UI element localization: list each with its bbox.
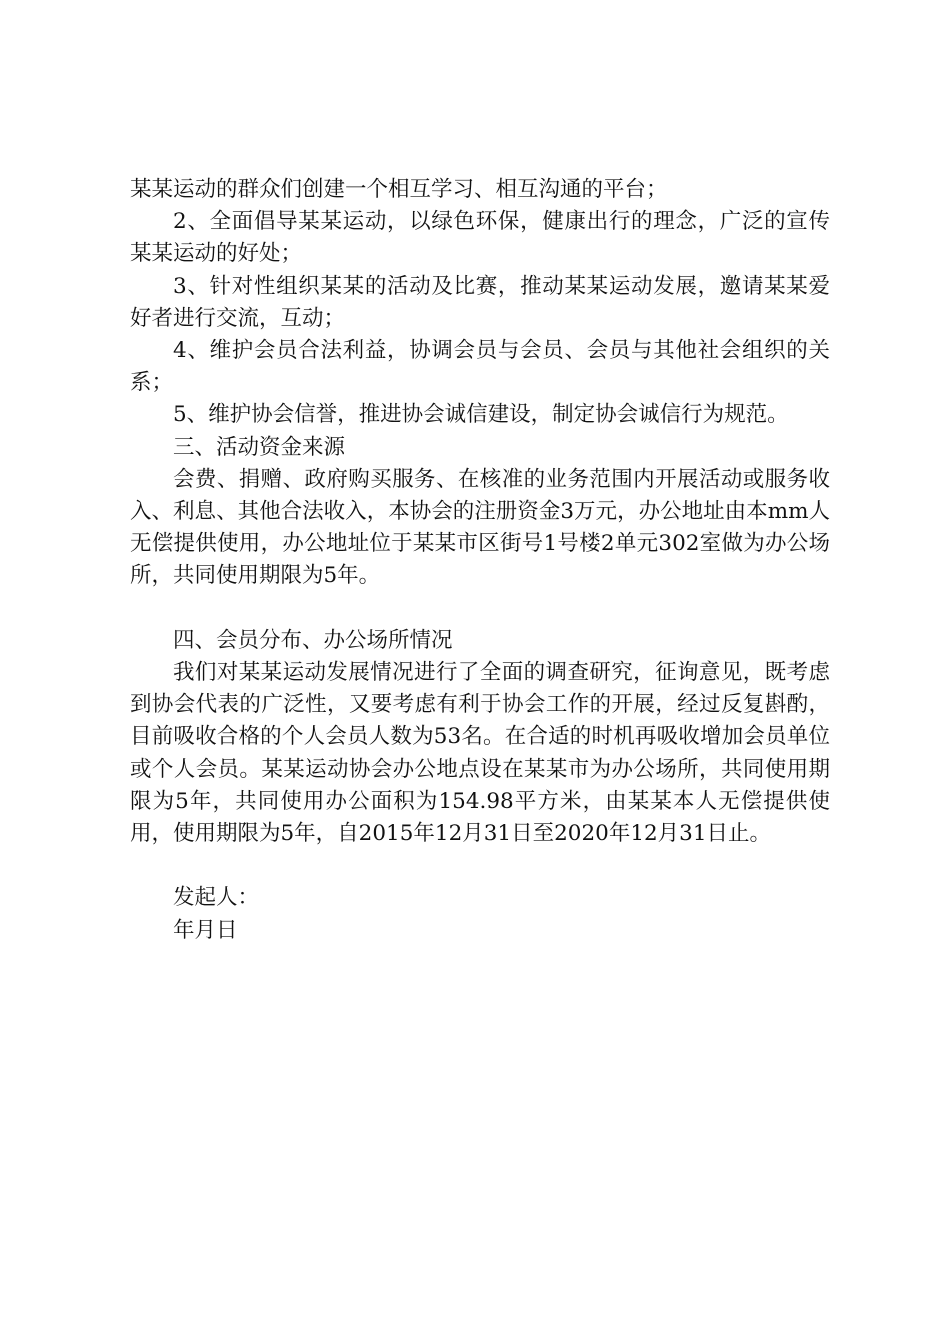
paragraph-members: 我们对某某运动发展情况进行了全面的调查研究，征询意见，既考虑到协会代表的广泛性，又要考虑有利于协会工作的开展，经过反复斟酌，目前吸收合格的个人会员人数为53名。在合适的时机再吸收增加会员单位或个人会员。某某运动协会办公地点设在某某市为办公场所，共同使用期限为5年，共同使用办公面积为154.98平方米，由某某本人无偿提供使用，使用期限为5年，自2015年12月31日至2020年12月31日止。 (130, 660, 830, 847)
signature-date: 年月日 (173, 917, 238, 943)
paragraph-funding: 会费、捐赠、政府购买服务、在核准的业务范围内开展活动或服务收入、利息、其他合法收入，本协会的注册资金3万元，办公地址由本mm人无偿提供使用，办公地址位于某某市区街号1号楼2单元302室做为办公场所，共同使用期限为5年。 (130, 466, 830, 589)
blank-line (130, 850, 830, 882)
section-heading-members: 四、会员分布、办公场所情况 (173, 627, 453, 653)
blank-line (130, 593, 830, 625)
paragraph-platform: 某某运动的群众们创建一个相互学习、相互沟通的平台； (130, 177, 668, 202)
paragraph-item-2: 2、全面倡导某某运动，以绿色环保，健康出行的理念，广泛的宣传某某运动的好处； (130, 209, 830, 267)
paragraph-item-4: 4、维护会员合法利益，协调会员与会员、会员与其他社会组织的关系； (130, 338, 830, 396)
paragraph-item-3: 3、针对性组织某某的活动及比赛，推动某某运动发展，邀请某某爱好者进行交流，互动； (130, 273, 830, 331)
signature-initiator: 发起人： (173, 885, 260, 911)
section-heading-funding: 三、活动资金来源 (173, 434, 346, 460)
paragraph-item-5: 5、维护协会信誉，推进协会诚信建设，制定协会诚信行为规范。 (173, 402, 789, 428)
document-body (130, 174, 830, 947)
